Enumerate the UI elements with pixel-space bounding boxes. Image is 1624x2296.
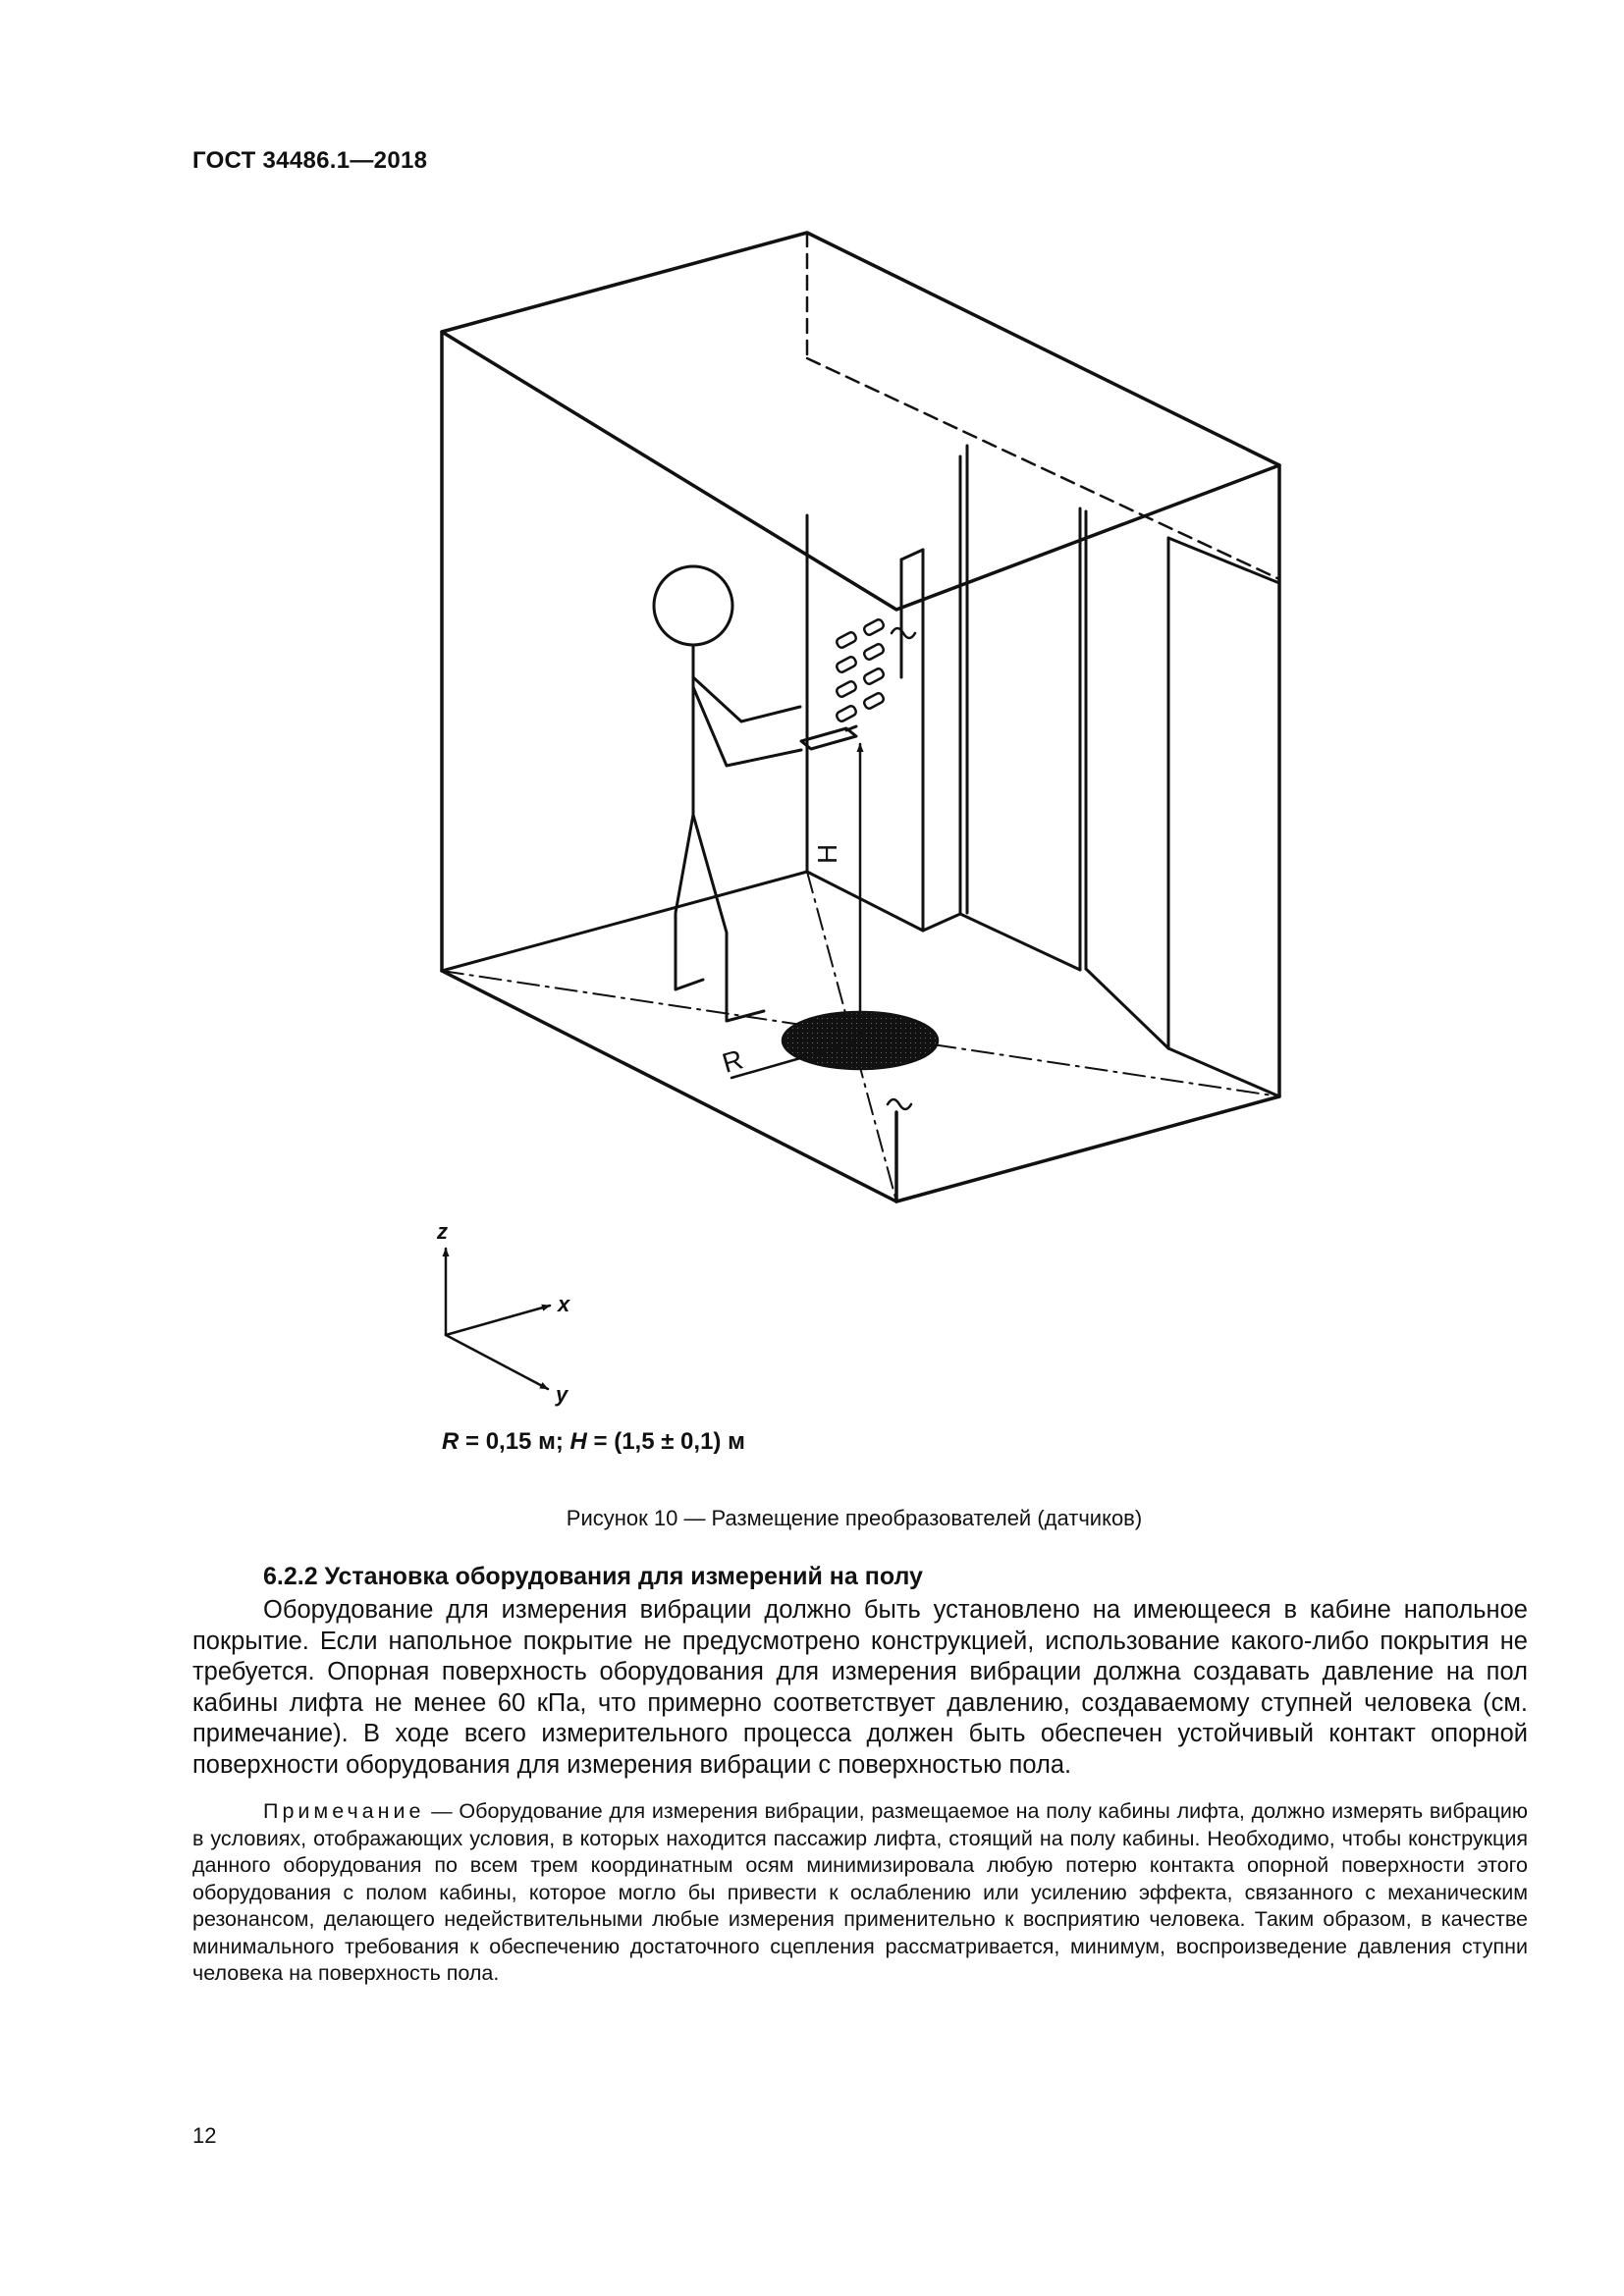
note-label: Примечание	[263, 1799, 425, 1823]
coordinate-axes	[446, 1249, 550, 1389]
axis-x-label: x	[558, 1292, 570, 1316]
axis-y-label: y	[556, 1382, 568, 1407]
standard-code: ГОСТ 34486.1—2018	[192, 147, 428, 174]
radius-label: R	[719, 1043, 747, 1079]
figure-formula	[442, 1428, 745, 1456]
section-paragraph: Оборудование для измерения вибрации должно быть установлено на имеющееся в кабине напольное покрытие. Если напольное покрытие не предусмотрено конструкцией, использование какого-либо покрытия не требуется. Опорная поверхность оборудования для измерения вибрации должна создавать давление на пол кабины лифта не менее 60 кПа, что примерно соответствует давлению, создаваемому ступней человека (см. примечание). В ходе всего измерительного процесса должен быть обеспечен устойчивый контакт опорной поверхности оборудования для измерения вибрации с поверхностью пола.	[192, 1596, 1528, 1779]
floor-measurement-area	[731, 744, 938, 1078]
figure-caption: Рисунок 10 — Размещение преобразователей (датчиков)	[566, 1506, 1143, 1530]
page-number: 12	[192, 2123, 217, 2148]
axis-z-label: z	[437, 1219, 448, 1244]
formula-r-value: = 0,15 м;	[459, 1428, 570, 1455]
person-figure	[654, 566, 856, 1021]
note-paragraph	[192, 1798, 1528, 1988]
note-text: — Оборудование для измерения вибрации, размещаемое на полу кабины лифта, должно измерять вибрацию в условиях, отображающих условия, в которых находится пассажир лифта, стоящий на полу кабины. Необходимо, чтобы конструкция данного оборудования по всем трем координатным осям минимизировала любую потерю контакта опорной поверхности этого оборудования с полом кабины, которое могло бы привести к ослаблению или усилению эффекта, связанного с механическим резонансом, делающего недействительными любые измерения применительно к восприятию человека. Таким образом, в качестве минимального требования к обеспечению достаточного сцепления рассматривается, минимум, воспроизведение давления ступни человека на поверхность пола.	[192, 1799, 1528, 1985]
formula-h-symbol: H	[569, 1428, 587, 1455]
section-title: 6.2.2 Установка оборудования для измерений на полу	[263, 1563, 923, 1590]
hidden-edges	[807, 233, 1279, 579]
formula-r-symbol: R	[442, 1428, 460, 1455]
height-label: H	[812, 843, 842, 864]
control-panel	[836, 618, 885, 722]
formula-h-value: = (1,5 ± 0,1) м	[586, 1428, 745, 1455]
